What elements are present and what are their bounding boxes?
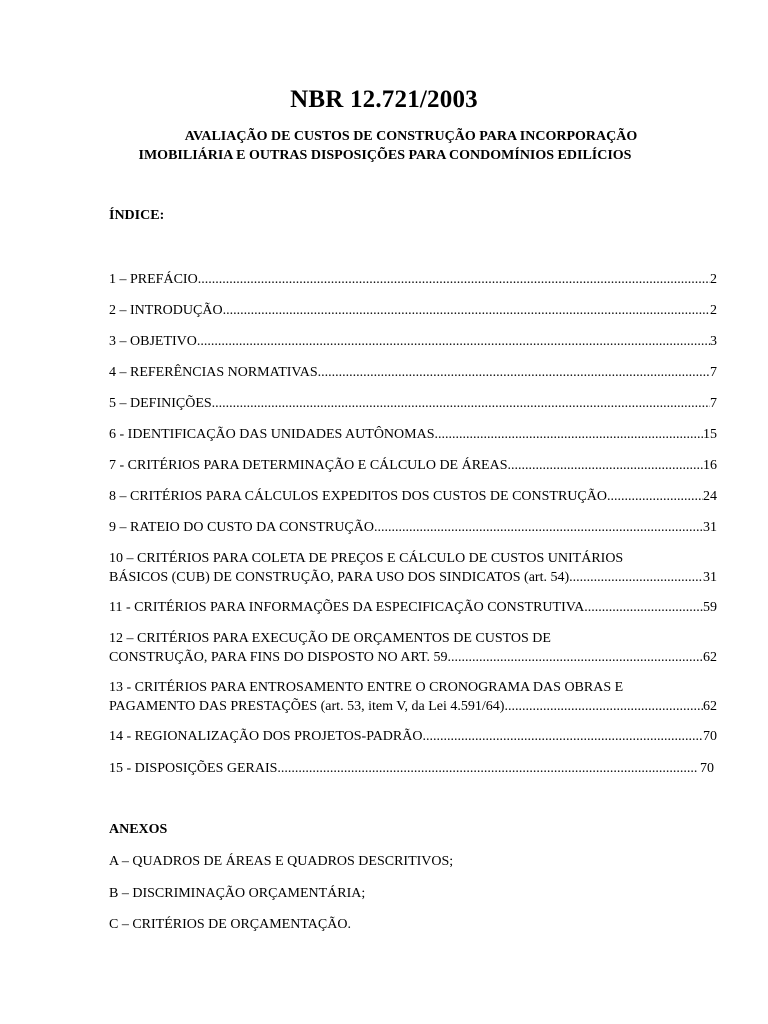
dot-leader — [569, 568, 703, 587]
toc-line — [109, 697, 717, 716]
toc-entry-15 — [109, 759, 714, 778]
dot-leader — [374, 518, 703, 537]
annex-item-b: B – DISCRIMINAÇÃO ORÇAMENTÁRIA; — [109, 886, 366, 901]
toc-entry-14 — [109, 727, 717, 746]
toc-line — [109, 648, 717, 667]
toc-entry-title: 1 – PREFÁCIO — [109, 272, 198, 287]
toc-entry-5 — [109, 394, 717, 413]
toc-entry-title: 7 - CRITÉRIOS PARA DETERMINAÇÃO E CÁLCULO DE ÁREAS — [109, 458, 508, 473]
dot-leader — [197, 332, 710, 351]
toc-line — [109, 598, 717, 617]
toc-page-number: 59 — [703, 600, 717, 615]
toc-entry-title: 14 - REGIONALIZAÇÃO DOS PROJETOS-PADRÃO — [109, 729, 423, 744]
toc-line — [109, 394, 717, 413]
dot-leader — [422, 727, 703, 746]
toc-page-number: 70 — [696, 761, 714, 776]
toc-entry-7 — [109, 456, 717, 475]
toc-entry-title: 4 – REFERÊNCIAS NORMATIVAS — [109, 365, 318, 380]
toc-entry-4 — [109, 363, 717, 382]
toc-entry-title-continued: PAGAMENTO DAS PRESTAÇÕES (art. 53, item V, da Lei 4.591/64) — [109, 699, 505, 714]
toc-entry-12 — [109, 629, 717, 667]
toc-entry-title-continued: BÁSICOS (CUB) DE CONSTRUÇÃO, PARA USO DOS SINDICATOS (art. 54) — [109, 570, 570, 585]
toc-page-number: 7 — [710, 396, 717, 411]
toc-page-number: 70 — [703, 729, 717, 744]
toc-line — [109, 518, 717, 537]
toc-line — [109, 301, 717, 320]
subtitle-line-1: AVALIAÇÃO DE CUSTOS DE CONSTRUÇÃO PARA INCORPORAÇÃO — [184, 129, 638, 144]
toc-entry-title: 12 – CRITÉRIOS PARA EXECUÇÃO DE ORÇAMENTOS DE CUSTOS DE — [109, 631, 551, 646]
toc-entry-title: 8 – CRITÉRIOS PARA CÁLCULOS EXPEDITOS DOS CUSTOS DE CONSTRUÇÃO — [109, 489, 607, 504]
dot-leader — [504, 697, 703, 716]
toc-line — [109, 456, 717, 475]
toc-entry-title-continued: CONSTRUÇÃO, PARA FINS DO DISPOSTO NO ART. 59 — [109, 650, 448, 665]
toc-page-number: 15 — [703, 427, 717, 442]
toc-page-number: 62 — [703, 650, 717, 665]
toc-entry-3 — [109, 332, 717, 351]
dot-leader — [584, 598, 703, 617]
toc-line — [109, 568, 717, 587]
dot-leader — [607, 487, 703, 506]
page-title: NBR 12.721/2003 — [290, 86, 478, 113]
toc-entry-title: 11 - CRITÉRIOS PARA INFORMAÇÕES DA ESPECIFICAÇÃO CONSTRUTIVA — [109, 600, 585, 615]
dot-leader — [318, 363, 710, 382]
toc-entry-11 — [109, 598, 717, 617]
dot-leader — [508, 456, 703, 475]
dot-leader — [447, 648, 703, 667]
dot-leader — [277, 759, 696, 778]
toc-page-number: 31 — [703, 570, 717, 585]
toc-entry-title: 5 – DEFINIÇÕES — [109, 396, 212, 411]
toc-line — [109, 332, 717, 351]
dot-leader — [198, 270, 710, 289]
dot-leader — [435, 425, 704, 444]
subtitle-line-2: IMOBILIÁRIA E OUTRAS DISPOSIÇÕES PARA CONDOMÍNIOS EDILÍCIOS — [138, 148, 632, 163]
toc-page-number: 2 — [710, 272, 717, 287]
toc-entry-title: 10 – CRITÉRIOS PARA COLETA DE PREÇOS E CÁLCULO DE CUSTOS UNITÁRIOS — [109, 551, 624, 566]
toc-page-number: 62 — [703, 699, 717, 714]
toc-entry-2 — [109, 301, 717, 320]
toc-entry-10 — [109, 549, 717, 587]
toc-page-number: 16 — [703, 458, 717, 473]
dot-leader — [212, 394, 710, 413]
toc-entry-13 — [109, 678, 717, 716]
annex-item-c: C – CRITÉRIOS DE ORÇAMENTAÇÃO. — [109, 917, 351, 932]
toc-entry-title: 3 – OBJETIVO — [109, 334, 197, 349]
annex-heading: ANEXOS — [109, 822, 168, 837]
annex-item-a: A – QUADROS DE ÁREAS E QUADROS DESCRITIVOS; — [109, 854, 454, 869]
toc-line — [109, 759, 714, 778]
toc-page-number: 3 — [710, 334, 717, 349]
toc-entry-1 — [109, 270, 717, 289]
toc-entry-title: 15 - DISPOSIÇÕES GERAIS — [109, 761, 278, 776]
toc-page-number: 31 — [703, 520, 717, 535]
index-heading: ÍNDICE: — [109, 208, 165, 223]
toc-entry-6 — [109, 425, 717, 444]
document-subtitle — [0, 127, 768, 165]
toc-entry-title: 6 - IDENTIFICAÇÃO DAS UNIDADES AUTÔNOMAS — [109, 427, 435, 442]
toc-entry-title: 2 – INTRODUÇÃO — [109, 303, 223, 318]
toc-entry-8 — [109, 487, 717, 506]
toc-line — [109, 487, 717, 506]
toc-line — [109, 425, 717, 444]
toc-page-number: 2 — [710, 303, 717, 318]
dot-leader — [223, 301, 710, 320]
toc-line — [109, 363, 717, 382]
toc-line — [109, 270, 717, 289]
toc-line — [109, 727, 717, 746]
toc-page-number: 24 — [703, 489, 717, 504]
toc-entry-title: 9 – RATEIO DO CUSTO DA CONSTRUÇÃO — [109, 520, 374, 535]
toc-entry-title: 13 - CRITÉRIOS PARA ENTROSAMENTO ENTRE O CRONOGRAMA DAS OBRAS E — [109, 680, 624, 695]
toc-entry-9 — [109, 518, 717, 537]
toc-page-number: 7 — [710, 365, 717, 380]
